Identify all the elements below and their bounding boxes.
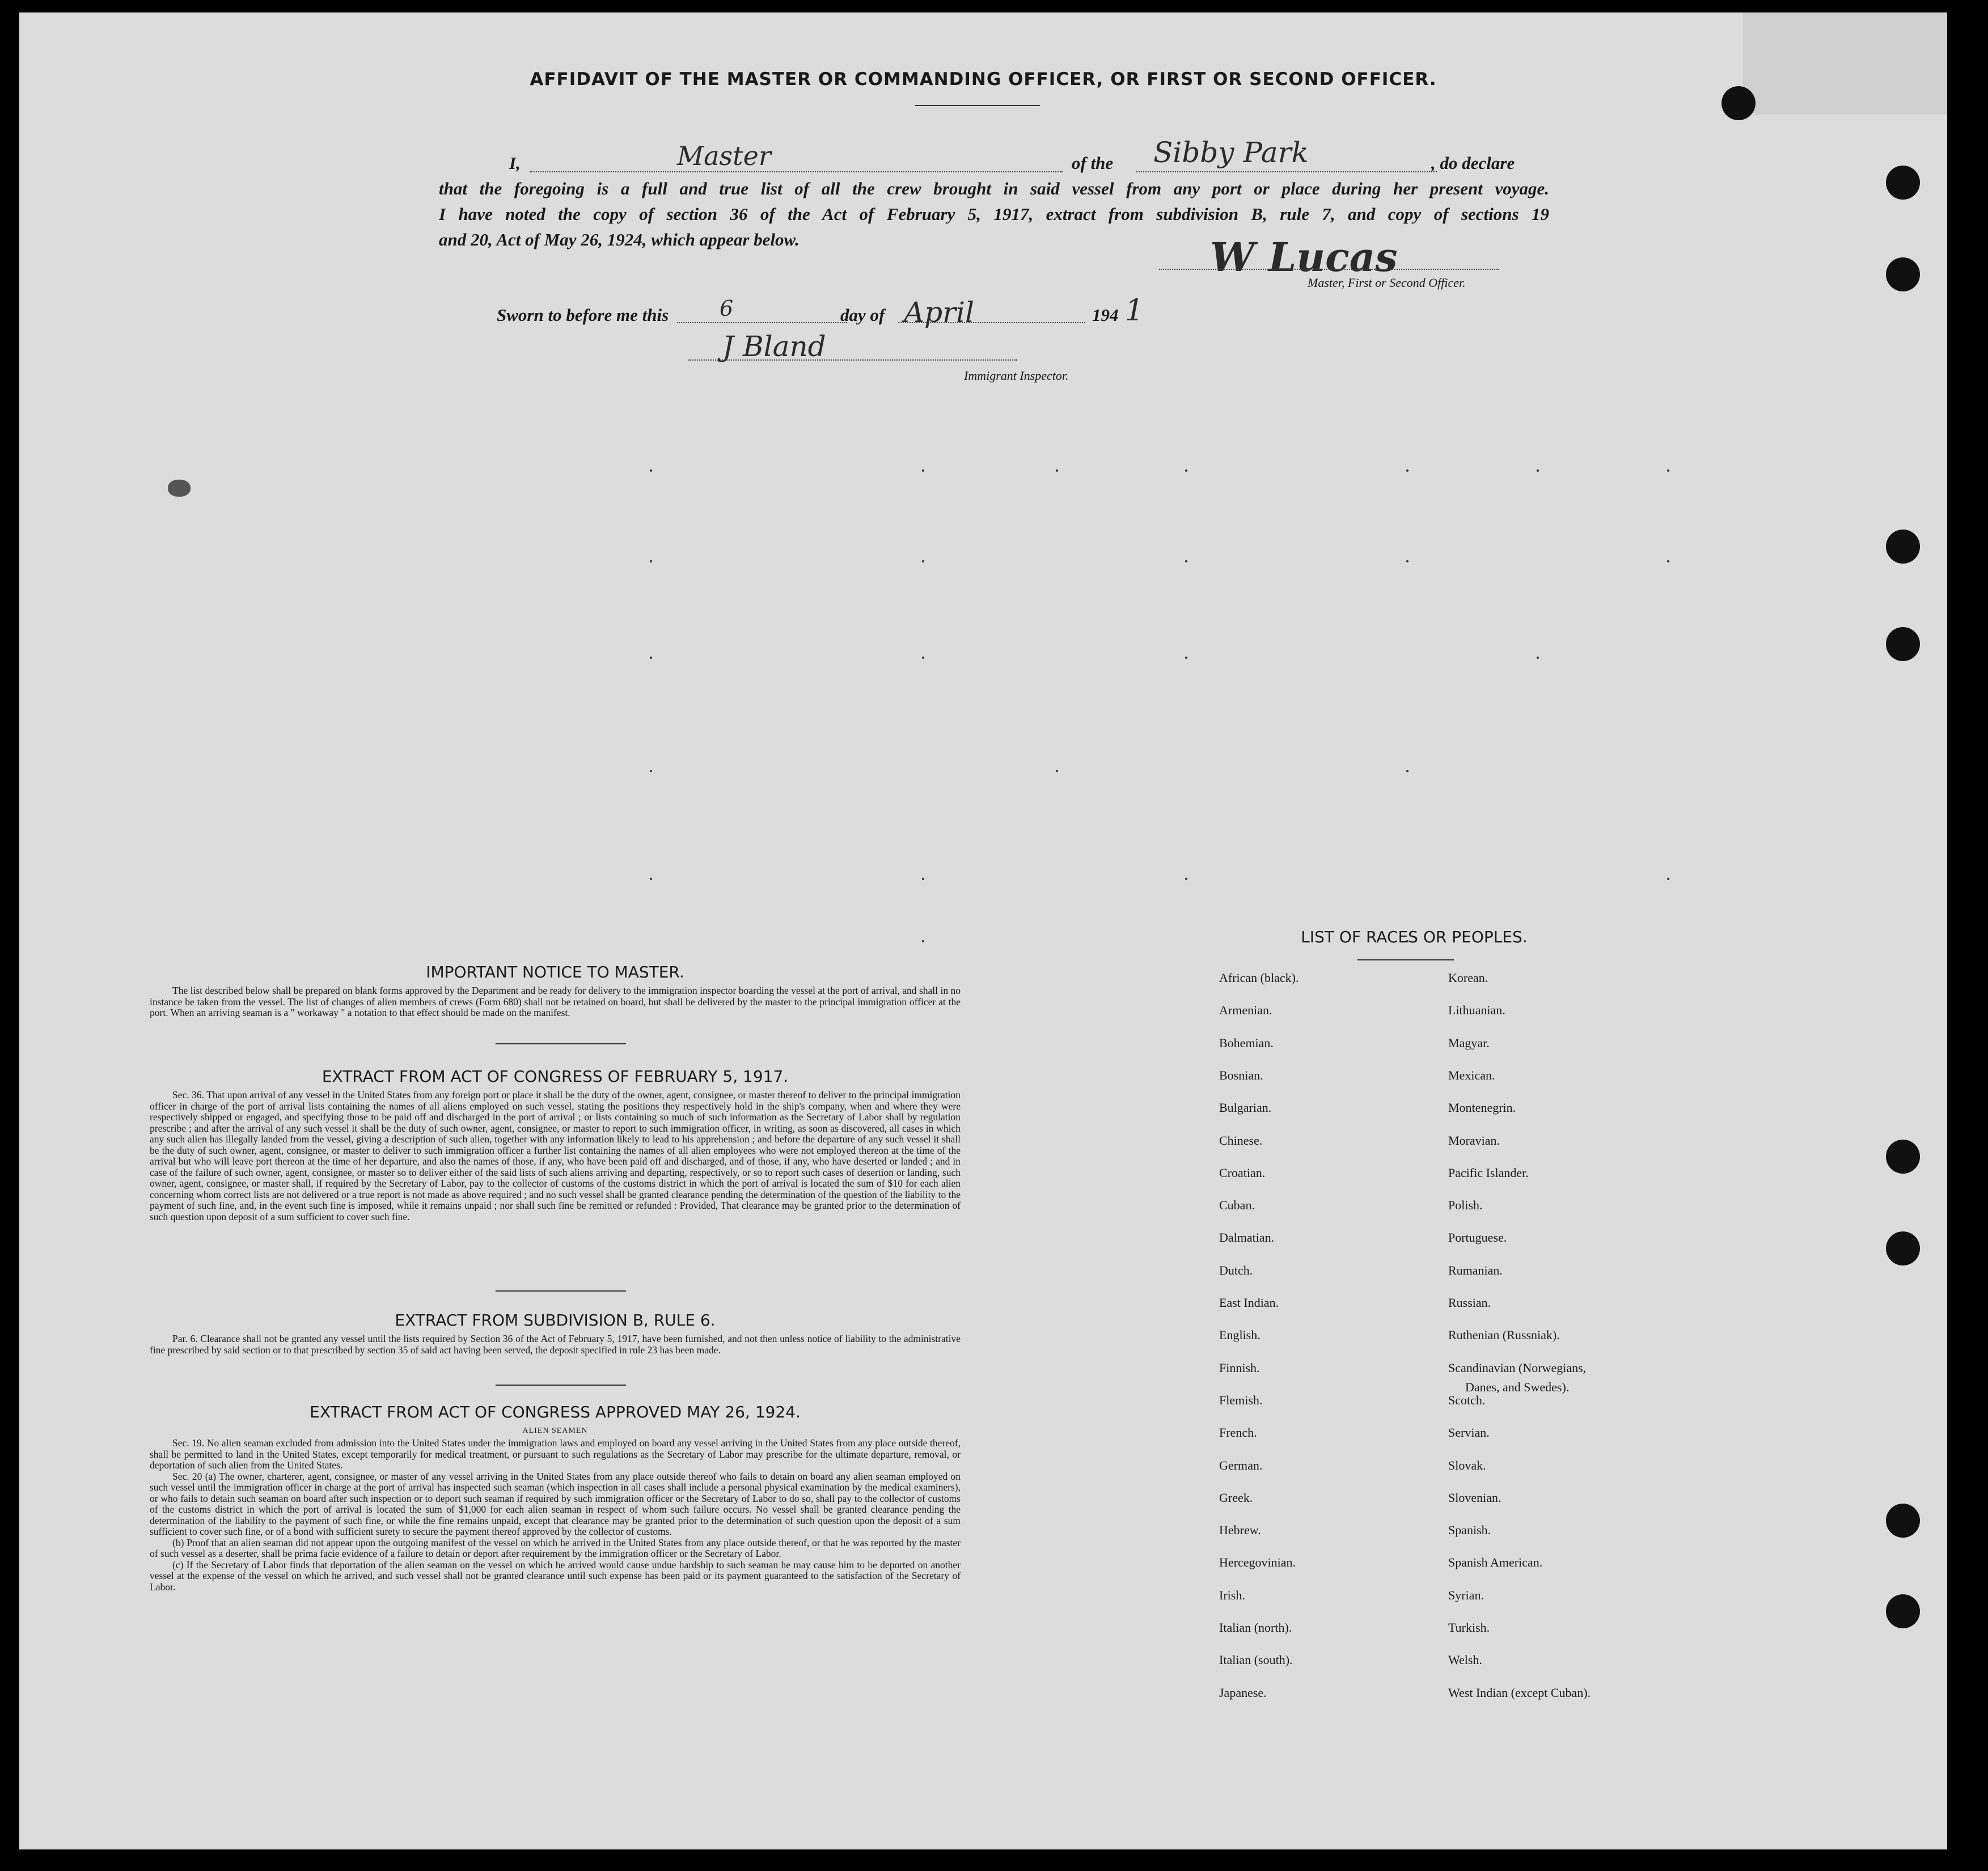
of-the-label: of the (1072, 153, 1114, 173)
race-item: Flemish. (1219, 1392, 1263, 1407)
race-item: Greek. (1219, 1490, 1253, 1505)
race-item: Hebrew. (1219, 1523, 1261, 1538)
race-item: Armenian. (1219, 1003, 1272, 1018)
grid-dot (922, 878, 924, 880)
rule6-title: EXTRACT FROM SUBDIVISION B, RULE 6. (395, 1311, 716, 1330)
race-item: Hercegovinian. (1219, 1555, 1296, 1570)
race-item: Lithuanian. (1448, 1003, 1505, 1018)
section-rule (496, 1043, 626, 1044)
race-item: Bosnian. (1219, 1068, 1263, 1082)
grid-dot (922, 469, 924, 472)
sworn-label: Sworn to before me this (497, 305, 669, 325)
race-item: Russian. (1448, 1296, 1491, 1310)
grid-dot (1406, 770, 1408, 772)
extract-1924-title: EXTRACT FROM ACT OF CONGRESS APPROVED MAY 26, 1924. (310, 1403, 801, 1421)
notice-text: The list described below shall be prepared on blank forms approved by the Department and be ready for delivery to the immigration inspector boarding the vessel at the port of arrival, and shall in no instance be taken from the vessel. The list of changes of alien members of crews (Form 680) shall not be retained on board, but shall be delivered by the master to the principal immigration officer at the port. When an arriving seaman is a " workaway " a notation to that effect should be made on the manifest. (150, 985, 961, 1018)
notice-title: IMPORTANT NOTICE TO MASTER. (426, 963, 684, 981)
affidavit-title: AFFIDAVIT OF THE MASTER OR COMMANDING OFFICER, OR FIRST OR SECOND OFFICER. (530, 69, 1437, 90)
officer-title-line (530, 171, 1063, 172)
extract-1917-text: Sec. 36. That upon arrival of any vessel in the United States from any foreign port or place it shall be the duty of the owner, agent, consignee, or master thereof to deliver to the principal immigration officer in charge of the port of arrival lists containing the names of all aliens employed on such vessel, stating the positions they respectively hold in the ship's company, when and where they were respectively shipped or engaged, and specifying those to be paid off and discharged in the port of arrival ; or lists containing so much of such information as the Secretary of Labor shall by regulation prescribe ; and after the arrival of any such vessel it shall be the duty of such owner, agent, consignee, or master to report to such immigration officer, in writing, as soon as discovered, all cases in which any such alien has illegally landed from the vessel, giving a description of such alien, together with any information likely to lead to his apprehension ; and before the departure of any such vessel it shall be the duty of such owner, agent, consignee, or master to deliver to such immigration officer a further list containing the names of all alien employees who were not employed thereon at the time of the arrival but who will leave port thereon at the time of her departure, and also the names of those, if any, who have been paid off and discharged, and of those, if any, who have deserted or landed ; and in case of the failure of such owner, agent, consignee, or master so to deliver either of the said lists of such aliens arriving and departing, respectively, or so to report such cases of desertion or landing, such owner, agent, consignee, or master shall, if required by the Secretary of Labor, pay to the collector of customs of the customs district in which the port of arrival is located the sum of $10 for each alien concerning whom correct lists are not delivered or a true report is not made as above required ; and no such vessel shall be granted clearance pending the determination of the question of the liability to the payment of such fine, and, in the event such fine is imposed, while it remains unpaid ; nor shall such fine be remitted or refunded : Provided, That clearance may be granted prior to the determination of such question upon deposit of a sum sufficient to cover such fine. (150, 1089, 961, 1222)
grid-dot (1667, 878, 1669, 880)
race-item: Rumanian. (1448, 1263, 1503, 1277)
extract-1917-title: EXTRACT FROM ACT OF CONGRESS OF FEBRUARY 5, 1917. (322, 1067, 789, 1086)
day-line (677, 322, 847, 323)
grid-dot (1185, 560, 1187, 562)
vessel-name-handwritten: Sibby Park (1153, 136, 1309, 169)
race-item: English. (1219, 1328, 1261, 1343)
extract-1924-body (150, 1438, 961, 1593)
race-item: Bohemian. (1219, 1035, 1274, 1050)
race-item: Croatian. (1219, 1165, 1266, 1180)
page-corner-tab (1743, 12, 1947, 115)
inspector-signature: J Bland (722, 330, 826, 363)
do-declare-label: , do declare (1431, 153, 1515, 173)
officer-title-handwritten: Master (677, 141, 771, 171)
grid-dot (1667, 469, 1669, 472)
sec-20a-paragraph: Sec. 20 (a) The owner, charterer, agent, consignee, or master of any vessel arriving in the United States from any place outside thereof who fails to detain on board any alien seaman employed on such vessel until the immigration officer in charge at the port of arrival has inspected such seaman (which inspection in all cases shall include a personal physical examination by the medical examiners), or who fails to detain such seaman on board after such inspection or to deport such seaman if required by such immigration officer or the Secretary of Labor to do so, shall pay to the collector of customs of the customs district in which the port of arrival is located the sum of $1,000 for each alien seaman in respect of whom such failure occurs. No vessel shall be granted clearance pending the determination of the liability to the payment of such fine, or while the fine remains unpaid, except that clearance may be granted prior to the determination of such question upon the deposit of a sum sufficient to cover such fine, or of a bond with sufficient surety to secure the payment thereof approved by the collector of customs. (150, 1470, 961, 1537)
i-label: I, (509, 153, 521, 173)
grid-dot (1667, 560, 1669, 562)
grid-dot (1056, 469, 1058, 472)
ink-blot (168, 480, 191, 497)
year-printed: 194 (1092, 305, 1119, 325)
race-item: Magyar. (1448, 1035, 1490, 1050)
race-item: African (black). (1219, 971, 1299, 985)
grid-dot (650, 657, 652, 659)
punch-hole (1886, 166, 1920, 200)
race-item: Irish. (1219, 1588, 1245, 1602)
punch-hole (1886, 627, 1920, 661)
grid-dot (1185, 878, 1187, 880)
grid-dot (1537, 469, 1539, 472)
punch-hole (1886, 1504, 1920, 1538)
sec-20c-paragraph: (c) If the Secretary of Labor finds that deportation of the alien seaman on the vessel on which he arrived would cause undue hardship to such seaman he may cause him to be deported on another vessel at the expense of the vessel on which he arrived, and such vessel shall not be granted clearance until such expense has been paid or its payment guaranteed to the satisfaction of the Secretary of Labor. (150, 1559, 961, 1593)
races-title-rule (1357, 959, 1454, 960)
race-item: Scotch. (1448, 1392, 1486, 1407)
race-item: Turkish. (1448, 1620, 1490, 1635)
race-item: Korean. (1448, 971, 1488, 985)
race-item: German. (1219, 1458, 1263, 1472)
race-item: Montenegrin. (1448, 1100, 1516, 1115)
section-rule (496, 1385, 626, 1386)
race-item: Moravian. (1448, 1133, 1500, 1148)
races-title: LIST OF RACES OR PEOPLES. (1301, 928, 1528, 946)
race-item: Dutch. (1219, 1263, 1253, 1277)
race-item: Ruthenian (Russniak). (1448, 1328, 1560, 1343)
declaration-line-3: I have noted the copy of section 36 of the Act of February 5, 1917, extract from subdivision B, rule 7, and copy of sections 19 (439, 204, 1549, 224)
rule6-text: Par. 6. Clearance shall not be granted any vessel until the lists required by Section 36 of the Act of February 5, 1917, have been furnished, and not then unless notice of liability to the administrative fine prescribed by said section or to that prescribed by section 35 of said act having been served, the deposit specified in rule 23 has been made. (150, 1333, 961, 1356)
sec-20b-paragraph: (b) Proof that an alien seaman did not appear upon the outgoing manifest of the vessel on which he arrived in the United States from any place outside thereof, or that he was reported by the master of such vessel as a deserter, shall be prima facie evidence of a failure to detain or deport after requirement by the immigration officer or the Secretary of Labor. (150, 1536, 961, 1559)
punch-hole (1886, 530, 1920, 564)
race-item: Spanish. (1448, 1523, 1491, 1538)
race-item: Mexican. (1448, 1068, 1495, 1082)
race-item: Slovenian. (1448, 1490, 1501, 1505)
day-of-label: day of (840, 305, 885, 325)
alien-seamen-subtitle: ALIEN SEAMEN (522, 1426, 588, 1435)
grid-dot (1537, 657, 1539, 659)
race-item: Italian (north). (1219, 1620, 1292, 1635)
race-item: Servian. (1448, 1425, 1490, 1440)
race-item: Scandinavian (Norwegians, (1448, 1360, 1587, 1375)
grid-dot (650, 469, 652, 472)
document-page (19, 12, 1947, 1849)
race-item: Italian (south). (1219, 1653, 1293, 1667)
month-handwritten: April (904, 296, 974, 329)
declaration-line-4: and 20, Act of May 26, 1924, which appear below. (439, 230, 800, 249)
grid-dot (922, 657, 924, 659)
grid-dot (922, 560, 924, 562)
signature-line (1159, 269, 1499, 270)
race-item: French. (1219, 1425, 1257, 1440)
race-item: Welsh. (1448, 1653, 1482, 1667)
sec-19-paragraph: Sec. 19. No alien seaman excluded from admission into the United States under the immigration laws and employed on board any vessel arriving in the United States from any place outside thereof, shall be permitted to land in the United States, except temporarily for medical treatment, or pursuant to such regulations as the Secretary of Labor may prescribe for the ultimate departure, removal, or deportation of such alien from the United States. (150, 1437, 961, 1471)
punch-hole (1886, 1594, 1920, 1628)
declaration-line-2: that the foregoing is a full and true list of all the crew brought in said vessel from any port or place during her present voyage. (439, 179, 1549, 198)
race-item: East Indian. (1219, 1296, 1279, 1310)
master-signature: W Lucas (1210, 234, 1398, 281)
race-item: West Indian (except Cuban). (1448, 1685, 1591, 1700)
race-item: Finnish. (1219, 1360, 1260, 1375)
race-item: Pacific Islander. (1448, 1165, 1529, 1180)
inspector-label: Immigrant Inspector. (964, 369, 1069, 383)
year-handwritten: 1 (1125, 294, 1144, 328)
grid-dot (1056, 770, 1058, 772)
race-item: Slovak. (1448, 1458, 1486, 1472)
section-rule (496, 1290, 626, 1292)
race-item: Cuban. (1219, 1198, 1255, 1213)
grid-dot (650, 770, 652, 772)
grid-dot (922, 940, 924, 942)
race-item: Dalmatian. (1219, 1230, 1275, 1245)
race-item: Chinese. (1219, 1133, 1263, 1148)
grid-dot (1185, 657, 1187, 659)
race-item: Spanish American. (1448, 1555, 1543, 1570)
punch-hole (1886, 1231, 1920, 1265)
race-item: Japanese. (1219, 1685, 1267, 1700)
signature-label: Master, First or Second Officer. (1308, 276, 1466, 290)
grid-dot (650, 560, 652, 562)
punch-hole (1886, 257, 1920, 291)
punch-hole (1721, 86, 1756, 120)
inspector-line (688, 359, 1017, 361)
race-item-continuation: Danes, and Swedes). (1465, 1380, 1570, 1394)
day-handwritten: 6 (720, 296, 734, 321)
grid-dot (1406, 560, 1408, 562)
punch-hole (1886, 1140, 1920, 1174)
grid-dot (1185, 469, 1187, 472)
race-item: Polish. (1448, 1198, 1483, 1213)
race-item: Portuguese. (1448, 1230, 1507, 1245)
vessel-name-line (1136, 171, 1437, 172)
title-rule (915, 105, 1040, 106)
race-item: Bulgarian. (1219, 1100, 1272, 1115)
grid-dot (650, 878, 652, 880)
grid-dot (1406, 469, 1408, 472)
race-item: Syrian. (1448, 1588, 1484, 1602)
